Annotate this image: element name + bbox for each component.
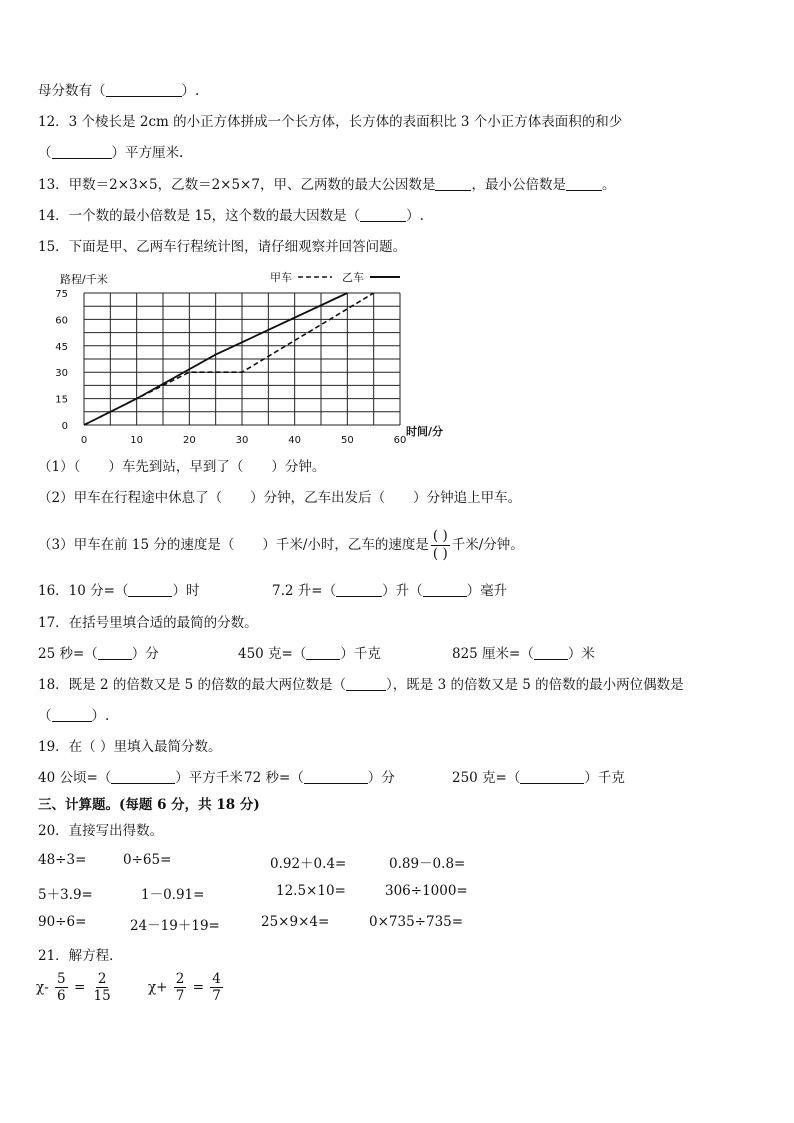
q13-text-c: 。 xyxy=(601,177,616,193)
q12-unit: ）平方厘米. xyxy=(111,145,184,161)
q12-line2 xyxy=(38,144,183,162)
calc-item: 5＋3.9= xyxy=(38,887,93,903)
y-tick-label: 75 xyxy=(55,289,68,300)
fraction xyxy=(210,971,223,1004)
answer-blank[interactable] xyxy=(52,707,92,722)
answer-blank[interactable] xyxy=(52,144,112,159)
q17-text-e: 825 厘米=（ xyxy=(452,646,534,662)
q19-text-f: ）千克 xyxy=(584,770,625,786)
equals-sign: = xyxy=(73,979,86,996)
answer-blank[interactable] xyxy=(304,769,368,784)
answer-blank[interactable] xyxy=(423,582,467,597)
fraction-denominator: 7 xyxy=(175,988,185,1004)
y-tick-label: 0 xyxy=(61,421,68,432)
calc-item: 1－0.91= xyxy=(141,887,205,903)
answer-blank[interactable] xyxy=(346,676,386,691)
fraction-numerator[interactable]: ( ) xyxy=(432,528,448,544)
legend-label: 乙车 xyxy=(342,271,364,284)
q11-line xyxy=(38,82,199,100)
equation-1 xyxy=(36,971,115,1004)
answer-blank[interactable] xyxy=(520,769,584,784)
q15-title: 15．下面是甲、乙两车行程统计图，请仔细观察并回答问题。 xyxy=(38,239,407,255)
q18-line2 xyxy=(38,707,109,725)
travel-line-chart xyxy=(44,266,464,446)
fraction-numerator: 2 xyxy=(175,971,185,987)
q15-2-text-b: ）分钟，乙车出发后（ xyxy=(250,490,386,506)
q15-1-text-a: （1）（ xyxy=(38,459,81,475)
q19-item3 xyxy=(452,769,625,787)
q16-text-a: 16．10 分=（ xyxy=(38,583,129,599)
q14-text-b: ）. xyxy=(406,208,424,224)
q13-line xyxy=(38,176,615,194)
equation-2 xyxy=(148,971,225,1004)
q16-text-e: ）毫升 xyxy=(466,583,508,599)
q11-text: 母分数有（ xyxy=(38,83,106,99)
q19-text-b: ）平方千米 xyxy=(175,770,243,786)
q21-title: 21．解方程． xyxy=(38,948,123,964)
q17-item3 xyxy=(452,645,595,663)
q12-line1: 12．3 个棱长是 2cm 的小正方体拼成一个长方体，长方体的表面积比 3 个小正方体表面积的和少 xyxy=(38,114,623,130)
q13-text-b: ，最小公倍数是 xyxy=(471,177,566,193)
fraction-denominator: 6 xyxy=(57,988,66,1004)
x-tick-label: 60 xyxy=(393,435,407,446)
answer-blank[interactable] xyxy=(306,645,340,660)
q19-text-e: 250 克=（ xyxy=(452,770,521,786)
q15-1-text-b: ）车先到站，早到了（ xyxy=(108,459,244,475)
q15-3-line xyxy=(38,527,524,563)
paren-open: （ xyxy=(38,708,52,724)
fraction-denominator: 7 xyxy=(212,988,221,1004)
q19-item1 xyxy=(38,769,243,787)
q18-text-c: ）. xyxy=(91,708,110,724)
q19-item2 xyxy=(244,769,395,787)
fraction-numerator: 2 xyxy=(97,971,107,987)
calc-item: 0×735÷735= xyxy=(369,914,464,930)
q15-3-text-c: 千米/分钟。 xyxy=(451,537,524,553)
q17-text-d: ）千克 xyxy=(340,646,381,662)
y-tick-label: 45 xyxy=(55,341,68,353)
q17-text-f: ）米 xyxy=(567,646,595,662)
calc-item: 25×9×4= xyxy=(261,914,330,930)
q19-text-a: 40 公顷=（ xyxy=(38,770,112,786)
q17-title: 17．在括号里填合适的最简的分数。 xyxy=(38,615,258,631)
q14-text-a: 14．一个数的最小倍数是 15，这个数的最大因数是（ xyxy=(38,208,361,224)
x-tick-label: 0 xyxy=(80,435,88,446)
y-tick-label: 60 xyxy=(55,315,68,327)
q19-title: 19．在（ ）里填入最简分数。 xyxy=(38,739,222,755)
q15-3-text-b: ）千米/小时，乙车的速度是 xyxy=(262,537,429,553)
fraction-numerator: 4 xyxy=(212,971,221,987)
calc-item: 24－19＋19= xyxy=(130,918,220,934)
q17-text-a: 25 秒=（ xyxy=(38,646,98,662)
calc-item: 90÷6= xyxy=(38,914,87,930)
fraction xyxy=(92,971,113,1004)
x-tick-label: 30 xyxy=(235,435,249,446)
fraction-denominator: 15 xyxy=(93,988,111,1004)
calc-item: 0÷65= xyxy=(123,852,172,868)
q15-1-line xyxy=(38,458,325,476)
blank-fraction[interactable] xyxy=(431,528,450,563)
q15-2-text-c: ）分钟追上甲车。 xyxy=(413,490,522,506)
answer-blank[interactable] xyxy=(106,82,182,97)
answer-blank[interactable] xyxy=(336,582,382,597)
y-axis-label: 路程/千米 xyxy=(60,273,108,286)
q14-line xyxy=(38,207,424,225)
q17-item2 xyxy=(238,645,381,663)
fraction-denominator[interactable]: ( ) xyxy=(432,546,448,562)
q16-text-d: ）升（ xyxy=(382,583,423,599)
q15-1-text-c: ）分钟。 xyxy=(271,459,326,475)
q19-text-d: ）分 xyxy=(367,770,395,786)
x-tick-label: 10 xyxy=(130,435,144,446)
q13-text-a: 13．甲数＝2×3×5，乙数＝2×5×7，甲、乙两数的最大公因数是 xyxy=(38,177,436,193)
equation-variable: χ+ xyxy=(148,979,168,996)
y-tick-label: 15 xyxy=(55,394,68,406)
answer-blank[interactable] xyxy=(360,207,406,222)
q16-line-part2 xyxy=(272,582,507,600)
q17-item1 xyxy=(38,645,159,663)
calc-item: 12.5×10= xyxy=(276,883,346,899)
fraction xyxy=(174,971,187,1004)
paren-open: （ xyxy=(38,145,52,161)
fraction-numerator: 5 xyxy=(57,971,66,987)
q20-title: 20．直接写出得数。 xyxy=(38,823,164,839)
q18-line1 xyxy=(38,676,684,694)
x-axis-label: 时间/分 xyxy=(406,425,444,438)
x-tick-label: 50 xyxy=(340,435,354,446)
section-heading: 三、计算题。(每题 6 分，共 18 分) xyxy=(38,797,260,813)
equals-sign: = xyxy=(192,979,204,996)
q19-text-c: 72 秒=（ xyxy=(244,770,304,786)
q16-text-b: ）时 xyxy=(172,583,200,599)
x-tick-label: 20 xyxy=(182,435,196,446)
calc-item: 0.89－0.8= xyxy=(389,856,466,872)
answer-blank[interactable] xyxy=(111,769,175,784)
fraction xyxy=(55,971,68,1004)
q18-text-b: ），既是 3 的倍数又是 5 的倍数的最小两位偶数是 xyxy=(386,677,684,693)
calc-item: 306÷1000= xyxy=(385,883,468,899)
q15-3-text-a: （3）甲车在前 15 分的速度是（ xyxy=(38,537,235,553)
q15-2-text-a: （2）甲车在行程途中休息了（ xyxy=(38,490,223,506)
answer-blank[interactable] xyxy=(128,582,172,597)
q16-line xyxy=(38,582,199,600)
answer-blank[interactable] xyxy=(566,176,602,191)
answer-blank[interactable] xyxy=(534,645,568,660)
y-tick-label: 30 xyxy=(55,368,68,380)
q15-2-line xyxy=(38,489,521,507)
calc-item: 0.92＋0.4= xyxy=(270,856,347,872)
legend-label: 甲车 xyxy=(270,271,292,284)
q17-text-b: ）分 xyxy=(131,646,159,662)
equation-variable: χ- xyxy=(36,979,49,996)
x-tick-label: 40 xyxy=(288,435,302,446)
q18-text-a: 18．既是 2 的倍数又是 5 的倍数的最大两位数是（ xyxy=(38,677,347,693)
calc-item: 48÷3= xyxy=(38,852,87,868)
answer-blank[interactable] xyxy=(98,645,132,660)
q11-end: ）. xyxy=(181,83,200,99)
answer-blank[interactable] xyxy=(435,176,471,191)
q16-text-c: 7.2 升=（ xyxy=(272,583,337,599)
q17-text-c: 450 克=（ xyxy=(238,646,307,662)
